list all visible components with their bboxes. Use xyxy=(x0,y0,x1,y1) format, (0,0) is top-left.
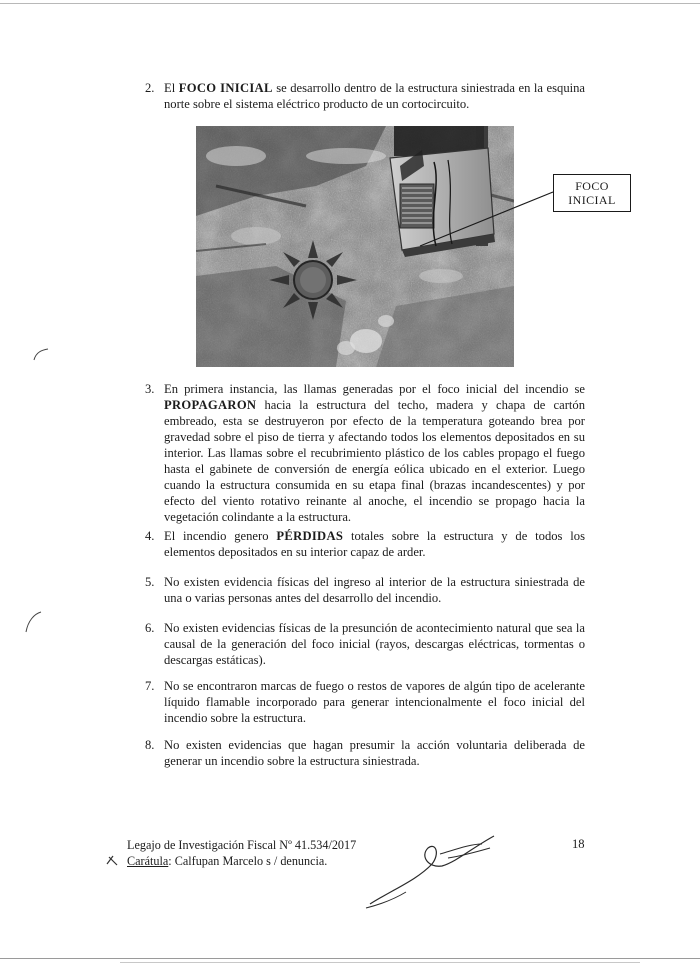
list-item-7 xyxy=(145,678,585,726)
top-edge-line xyxy=(0,3,700,4)
item-text: En primera instancia, las llamas generadas por el foco inicial del incendio se PROPAGARON hacia la estructura del techo, madera y chapa de cartón embreado, esta se destruyeron por efecto de la temperatura goteando brea por gravedad sobre el piso de tierra y afectando todos los elementos depositados en su interior. Las llamas sobre el recubrimiento plástico de los cables propago el fuego hasta el gabinete de conversión de energía eólica ubicado en el exterior. Luego cuando la estructura consumida en su etapa final (brazas incandescentes) y por efecto del viento rotativo reinante al anoche, el incendio se propago hacia la vegetación colindante a la estructura. xyxy=(164,382,585,524)
footer-caratula xyxy=(127,854,327,869)
callout-line-1: FOCO xyxy=(575,179,609,193)
list-item-6 xyxy=(145,620,585,668)
caratula-text: : Calfupan Marcelo s / denuncia. xyxy=(168,854,328,868)
callout-line-2: INICIAL xyxy=(568,193,616,207)
margin-check-mark xyxy=(104,852,124,868)
propagaron-emphasis: PROPAGARON xyxy=(164,398,257,412)
item-text: No existen evidencia físicas del ingreso al interior de la estructura siniestrada de una o varias personas antes del desarrollo del incendio. xyxy=(164,575,585,605)
item-number: 3. xyxy=(145,382,155,396)
bottom-edge-line xyxy=(0,958,700,959)
item-text: El FOCO INICIAL se desarrollo dentro de la estructura siniestrada en la esquina norte sobre el sistema eléctrico producto de un cortocircuito. xyxy=(164,81,586,111)
caratula-label: Carátula xyxy=(127,854,169,868)
item-number: 6. xyxy=(145,621,155,635)
fire-scene-illustration xyxy=(196,126,514,367)
list-item-4 xyxy=(145,528,585,560)
footer-legajo: Legajo de Investigación Fiscal Nº 41.534/2017 xyxy=(127,838,357,852)
foco-inicial-emphasis: FOCO INICIAL xyxy=(178,81,273,95)
item-text: El incendio genero PÉRDIDAS totales sobre la estructura y de todos los elementos depositados en su interior capaz de arder. xyxy=(164,529,585,559)
foco-inicial-callout xyxy=(553,174,631,212)
item-number: 4. xyxy=(145,529,155,543)
item-text: No existen evidencias físicas de la presunción de acontecimiento natural que sea la causal de la generación del foco inicial (rayos, descargas eléctricas, tormentas o descargas estáticas). xyxy=(164,621,585,667)
item-text: No existen evidencias que hagan presumir la acción voluntaria deliberada de generar un incendio sobre la estructura siniestrada. xyxy=(164,738,585,768)
list-item-3 xyxy=(145,381,585,525)
item-number: 8. xyxy=(145,738,155,752)
page-number: 18 xyxy=(572,837,585,851)
item-number: 7. xyxy=(145,679,155,693)
bottom-edge-line-2 xyxy=(120,962,640,963)
list-item-5 xyxy=(145,574,585,606)
signature xyxy=(362,828,502,912)
perdidas-emphasis: PÉRDIDAS xyxy=(276,529,344,543)
item-text: No se encontraron marcas de fuego o restos de vapores de algún tipo de acelerante líquido flamable incorporado para generar intencionalmente el foco inicial del incendio sobre la estructura. xyxy=(164,679,585,725)
fire-scene-photo xyxy=(196,126,514,367)
list-item-8 xyxy=(145,737,585,769)
list-item-2 xyxy=(145,80,585,112)
item-number: 5. xyxy=(145,575,155,589)
item-number: 2. xyxy=(145,81,155,95)
